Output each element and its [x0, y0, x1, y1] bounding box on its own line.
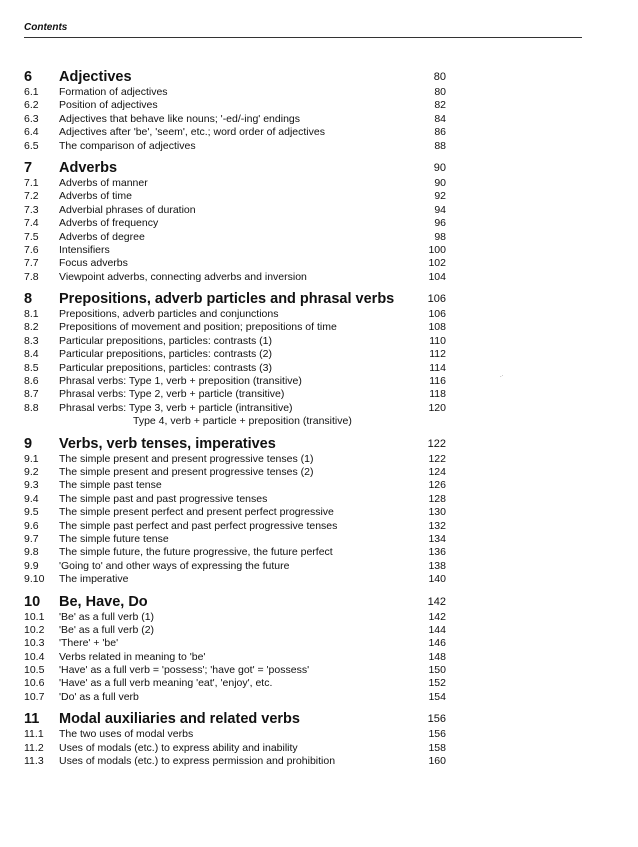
section-entry[interactable]: [24, 466, 454, 479]
chapter-heading[interactable]: [24, 593, 454, 611]
section-entry[interactable]: [24, 479, 454, 492]
section-page: 110: [429, 334, 446, 347]
section-number: 8.4: [24, 348, 39, 361]
section-title: 'Do' as a full verb: [59, 690, 139, 703]
section-title: The comparison of adjectives: [59, 139, 196, 152]
chapter-heading[interactable]: [24, 290, 454, 308]
section-number: 7.2: [24, 190, 39, 203]
section-number: 9.8: [24, 546, 39, 559]
section-page: 142: [428, 610, 446, 623]
section-entry[interactable]: [24, 99, 454, 112]
section-title: The simple past and past progressive tenses: [59, 492, 268, 505]
chapter-title: Prepositions, adverb particles and phrasal verbs: [59, 291, 395, 308]
section-title: Phrasal verbs: Type 3, verb + particle (intransitive): [59, 401, 293, 414]
section-title: Adverbs of frequency: [59, 217, 159, 230]
section-title: Adjectives after 'be', 'seem', etc.; word order of adjectives: [59, 126, 325, 139]
section-title: The simple past tense: [59, 479, 162, 492]
section-title: 'Be' as a full verb (2): [59, 623, 155, 636]
chapter-8: [24, 290, 454, 429]
section-page: 150: [428, 664, 446, 677]
section-title: Adverbial phrases of duration: [59, 203, 196, 216]
section-page: 100: [428, 243, 446, 256]
header-title: Contents: [24, 22, 68, 33]
section-entry[interactable]: [24, 506, 454, 519]
chapter-11: [24, 710, 454, 768]
chapter-page: 142: [427, 595, 446, 608]
chapter-page: 90: [433, 161, 446, 174]
section-number: 7.8: [24, 270, 39, 283]
section-title: The simple future, the future progressive, the future perfect: [59, 546, 333, 559]
chapter-9: [24, 435, 454, 587]
section-page: 132: [428, 519, 446, 532]
section-number: 10.6: [24, 677, 45, 690]
chapter-title: Verbs, verb tenses, imperatives: [59, 435, 276, 452]
chapter-7: [24, 159, 454, 284]
section-entry[interactable]: [24, 651, 454, 664]
section-entry[interactable]: [24, 546, 454, 559]
section-number: 9.3: [24, 479, 39, 492]
section-title: Adverbs of degree: [59, 230, 145, 243]
chapter-heading[interactable]: [24, 710, 454, 728]
section-page: 160: [428, 755, 446, 768]
section-number: 10.1: [24, 610, 45, 623]
section-title: 'Be' as a full verb (1): [59, 610, 155, 623]
section-entry[interactable]: [24, 126, 454, 139]
section-title: Particular prepositions, particles: contrasts (2): [59, 348, 272, 361]
section-title: Phrasal verbs: Type 1, verb + preposition (transitive): [59, 375, 302, 388]
section-number: 10.7: [24, 690, 45, 703]
section-number: 8.1: [24, 308, 39, 321]
chapter-number: 11: [24, 711, 40, 728]
section-number: 6.4: [24, 126, 39, 139]
section-number: 9.6: [24, 519, 39, 532]
section-title: Adverbs of manner: [59, 176, 148, 189]
section-page: 140: [428, 573, 446, 586]
section-entry[interactable]: [24, 755, 454, 768]
section-number: 9.5: [24, 506, 39, 519]
section-entry[interactable]: [24, 244, 454, 257]
table-of-contents: [24, 68, 454, 774]
section-entry[interactable]: [24, 677, 454, 690]
section-title: Formation of adjectives: [59, 86, 168, 98]
section-number: 8.5: [24, 361, 39, 374]
section-title: Focus adverbs: [59, 257, 128, 270]
section-page: 130: [428, 506, 446, 519]
section-title: Phrasal verbs: Type 2, verb + particle (transitive): [59, 388, 285, 401]
section-page: 82: [434, 99, 446, 112]
section-entry[interactable]: [24, 375, 454, 388]
section-page: 84: [434, 112, 446, 125]
section-entry[interactable]: [24, 560, 454, 573]
section-number: 10.3: [24, 637, 45, 650]
chapter-page: 106: [427, 293, 446, 306]
section-title: Uses of modals (etc.) to express permission and prohibition: [59, 755, 336, 768]
section-title: 'Have' as a full verb = 'possess'; 'have got' = 'possess': [59, 664, 310, 677]
section-page: 158: [428, 741, 446, 754]
section-page: 156: [428, 728, 446, 741]
section-number: 7.1: [24, 176, 39, 189]
chapter-title: Be, Have, Do: [59, 593, 148, 610]
section-title: Position of adjectives: [59, 99, 158, 112]
chapter-title: Modal auxiliaries and related verbs: [59, 711, 300, 728]
section-title: Type 4, verb + particle + preposition (transitive): [133, 415, 352, 428]
section-entry[interactable]: [24, 113, 454, 126]
section-entry[interactable]: [24, 348, 454, 361]
section-entry[interactable]: [24, 362, 454, 375]
section-page: 106: [428, 308, 446, 321]
section-entry[interactable]: [24, 742, 454, 755]
section-entry[interactable]: [24, 664, 454, 677]
section-number: 11.3: [24, 755, 44, 768]
section-entry[interactable]: [24, 204, 454, 217]
section-page: 104: [428, 270, 446, 283]
section-number: 8.2: [24, 321, 39, 334]
chapter-number: 9: [24, 435, 33, 452]
section-entry[interactable]: [24, 177, 454, 190]
section-number: 9.2: [24, 465, 39, 478]
section-entry[interactable]: [24, 217, 454, 230]
section-title: 'Have' as a full verb meaning 'eat', 'enjoy', etc.: [59, 677, 273, 690]
section-entry[interactable]: [24, 271, 454, 284]
section-number: 8.3: [24, 334, 39, 347]
section-entry[interactable]: [24, 190, 454, 203]
section-page: 152: [428, 677, 446, 690]
section-entry[interactable]: [24, 520, 454, 533]
chapter-title: Adjectives: [59, 69, 132, 85]
section-title: Adjectives that behave like nouns; '-ed/-ing' endings: [59, 112, 300, 125]
stray-mark: .·: [500, 373, 504, 379]
section-entry[interactable]: [24, 493, 454, 506]
section-page: 134: [428, 532, 446, 545]
section-entry[interactable]: [24, 308, 454, 321]
chapter-number: 6: [24, 69, 33, 85]
section-entry[interactable]: [24, 388, 454, 401]
section-page: 138: [428, 559, 446, 572]
section-entry[interactable]: [24, 611, 454, 624]
section-number: 9.9: [24, 559, 39, 572]
section-number: 8.7: [24, 388, 39, 401]
section-number: 11.1: [24, 728, 44, 741]
section-entry[interactable]: [24, 321, 454, 334]
section-entry[interactable]: [24, 624, 454, 637]
section-entry[interactable]: [24, 728, 454, 741]
section-page: 116: [429, 375, 446, 388]
section-number: 9.1: [24, 452, 39, 465]
section-number: 10.2: [24, 623, 45, 636]
section-page: 146: [428, 637, 446, 650]
section-entry[interactable]: [24, 691, 454, 704]
section-page: 80: [434, 86, 446, 98]
section-title: Prepositions of movement and position; prepositions of time: [59, 321, 337, 334]
section-entry[interactable]: [24, 573, 454, 586]
section-page: 144: [428, 623, 446, 636]
section-title: The two uses of modal verbs: [59, 728, 194, 741]
section-page: 126: [428, 479, 446, 492]
chapter-page: 122: [427, 437, 446, 450]
chapter-page: 80: [433, 71, 446, 83]
section-page: 90: [434, 176, 446, 189]
section-number: 9.7: [24, 532, 39, 545]
section-page: 102: [428, 257, 446, 270]
section-entry[interactable]: [24, 86, 454, 99]
section-number: 8.8: [24, 401, 39, 414]
chapter-10: [24, 593, 454, 705]
section-number: 6.5: [24, 139, 39, 152]
section-number: 8.6: [24, 375, 39, 388]
section-page: 98: [434, 230, 446, 243]
section-title: The simple present and present progressive tenses (2): [59, 465, 314, 478]
section-title: The simple future tense: [59, 532, 169, 545]
section-page: 92: [434, 190, 446, 203]
page-header: [24, 20, 582, 38]
section-entry[interactable]: [24, 335, 454, 348]
section-title: Particular prepositions, particles: contrasts (1): [59, 334, 272, 347]
section-title: Viewpoint adverbs, connecting adverbs and inversion: [59, 270, 307, 283]
section-page: 94: [434, 203, 446, 216]
section-number: 7.6: [24, 243, 39, 256]
section-page: 86: [434, 126, 446, 139]
section-title: The simple present and present progressive tenses (1): [59, 452, 314, 465]
section-title: 'There' + 'be': [59, 637, 119, 650]
chapter-6: [24, 68, 454, 153]
section-page: 136: [428, 546, 446, 559]
section-entry[interactable]: [24, 140, 454, 153]
section-page: 118: [429, 388, 446, 401]
section-page: 128: [428, 492, 446, 505]
section-page: 114: [429, 361, 446, 374]
section-title: 'Going to' and other ways of expressing the future: [59, 559, 290, 572]
chapter-page: 156: [427, 713, 446, 726]
section-title: Particular prepositions, particles: contrasts (3): [59, 361, 272, 374]
chapter-heading[interactable]: [24, 159, 454, 177]
section-page: 120: [428, 401, 446, 414]
chapter-number: 10: [24, 593, 41, 610]
section-number: 10.4: [24, 650, 45, 663]
section-entry[interactable]: [24, 453, 454, 466]
section-number: 7.5: [24, 230, 39, 243]
section-entry[interactable]: [24, 257, 454, 270]
section-number: 6.1: [24, 86, 39, 98]
section-entry[interactable]: [24, 231, 454, 244]
section-title: Adverbs of time: [59, 190, 132, 203]
section-number: 6.2: [24, 99, 39, 112]
section-number: 7.4: [24, 217, 39, 230]
section-page: 108: [428, 321, 446, 334]
section-title: The simple present perfect and present perfect progressive: [59, 506, 334, 519]
section-number: 9.10: [24, 573, 45, 586]
section-title: The imperative: [59, 573, 129, 586]
section-title: The simple past perfect and past perfect progressive tenses: [59, 519, 338, 532]
section-title: Verbs related in meaning to 'be': [59, 650, 206, 663]
section-number: 7.3: [24, 203, 39, 216]
section-number: 11.2: [24, 741, 44, 754]
section-number: 10.5: [24, 664, 45, 677]
section-entry[interactable]: [24, 637, 454, 650]
chapter-number: 8: [24, 291, 33, 308]
section-title: Intensifiers: [59, 243, 110, 256]
section-page: 122: [428, 452, 446, 465]
section-number: 7.7: [24, 257, 39, 270]
section-continuation[interactable]: [24, 415, 454, 428]
section-page: 124: [428, 465, 446, 478]
section-page: 96: [434, 217, 446, 230]
section-page: 88: [434, 139, 446, 152]
section-page: 148: [428, 650, 446, 663]
chapter-number: 7: [24, 159, 33, 176]
section-title: Prepositions, adverb particles and conjunctions: [59, 308, 279, 321]
section-title: Uses of modals (etc.) to express ability and inability: [59, 741, 298, 754]
chapter-heading[interactable]: [24, 435, 454, 453]
section-number: 6.3: [24, 112, 39, 125]
section-page: 154: [428, 690, 446, 703]
section-entry[interactable]: [24, 533, 454, 546]
chapter-title: Adverbs: [59, 159, 118, 176]
section-number: 9.4: [24, 492, 39, 505]
section-page: 112: [429, 348, 446, 361]
chapter-heading[interactable]: [24, 68, 454, 86]
section-entry[interactable]: [24, 402, 454, 415]
